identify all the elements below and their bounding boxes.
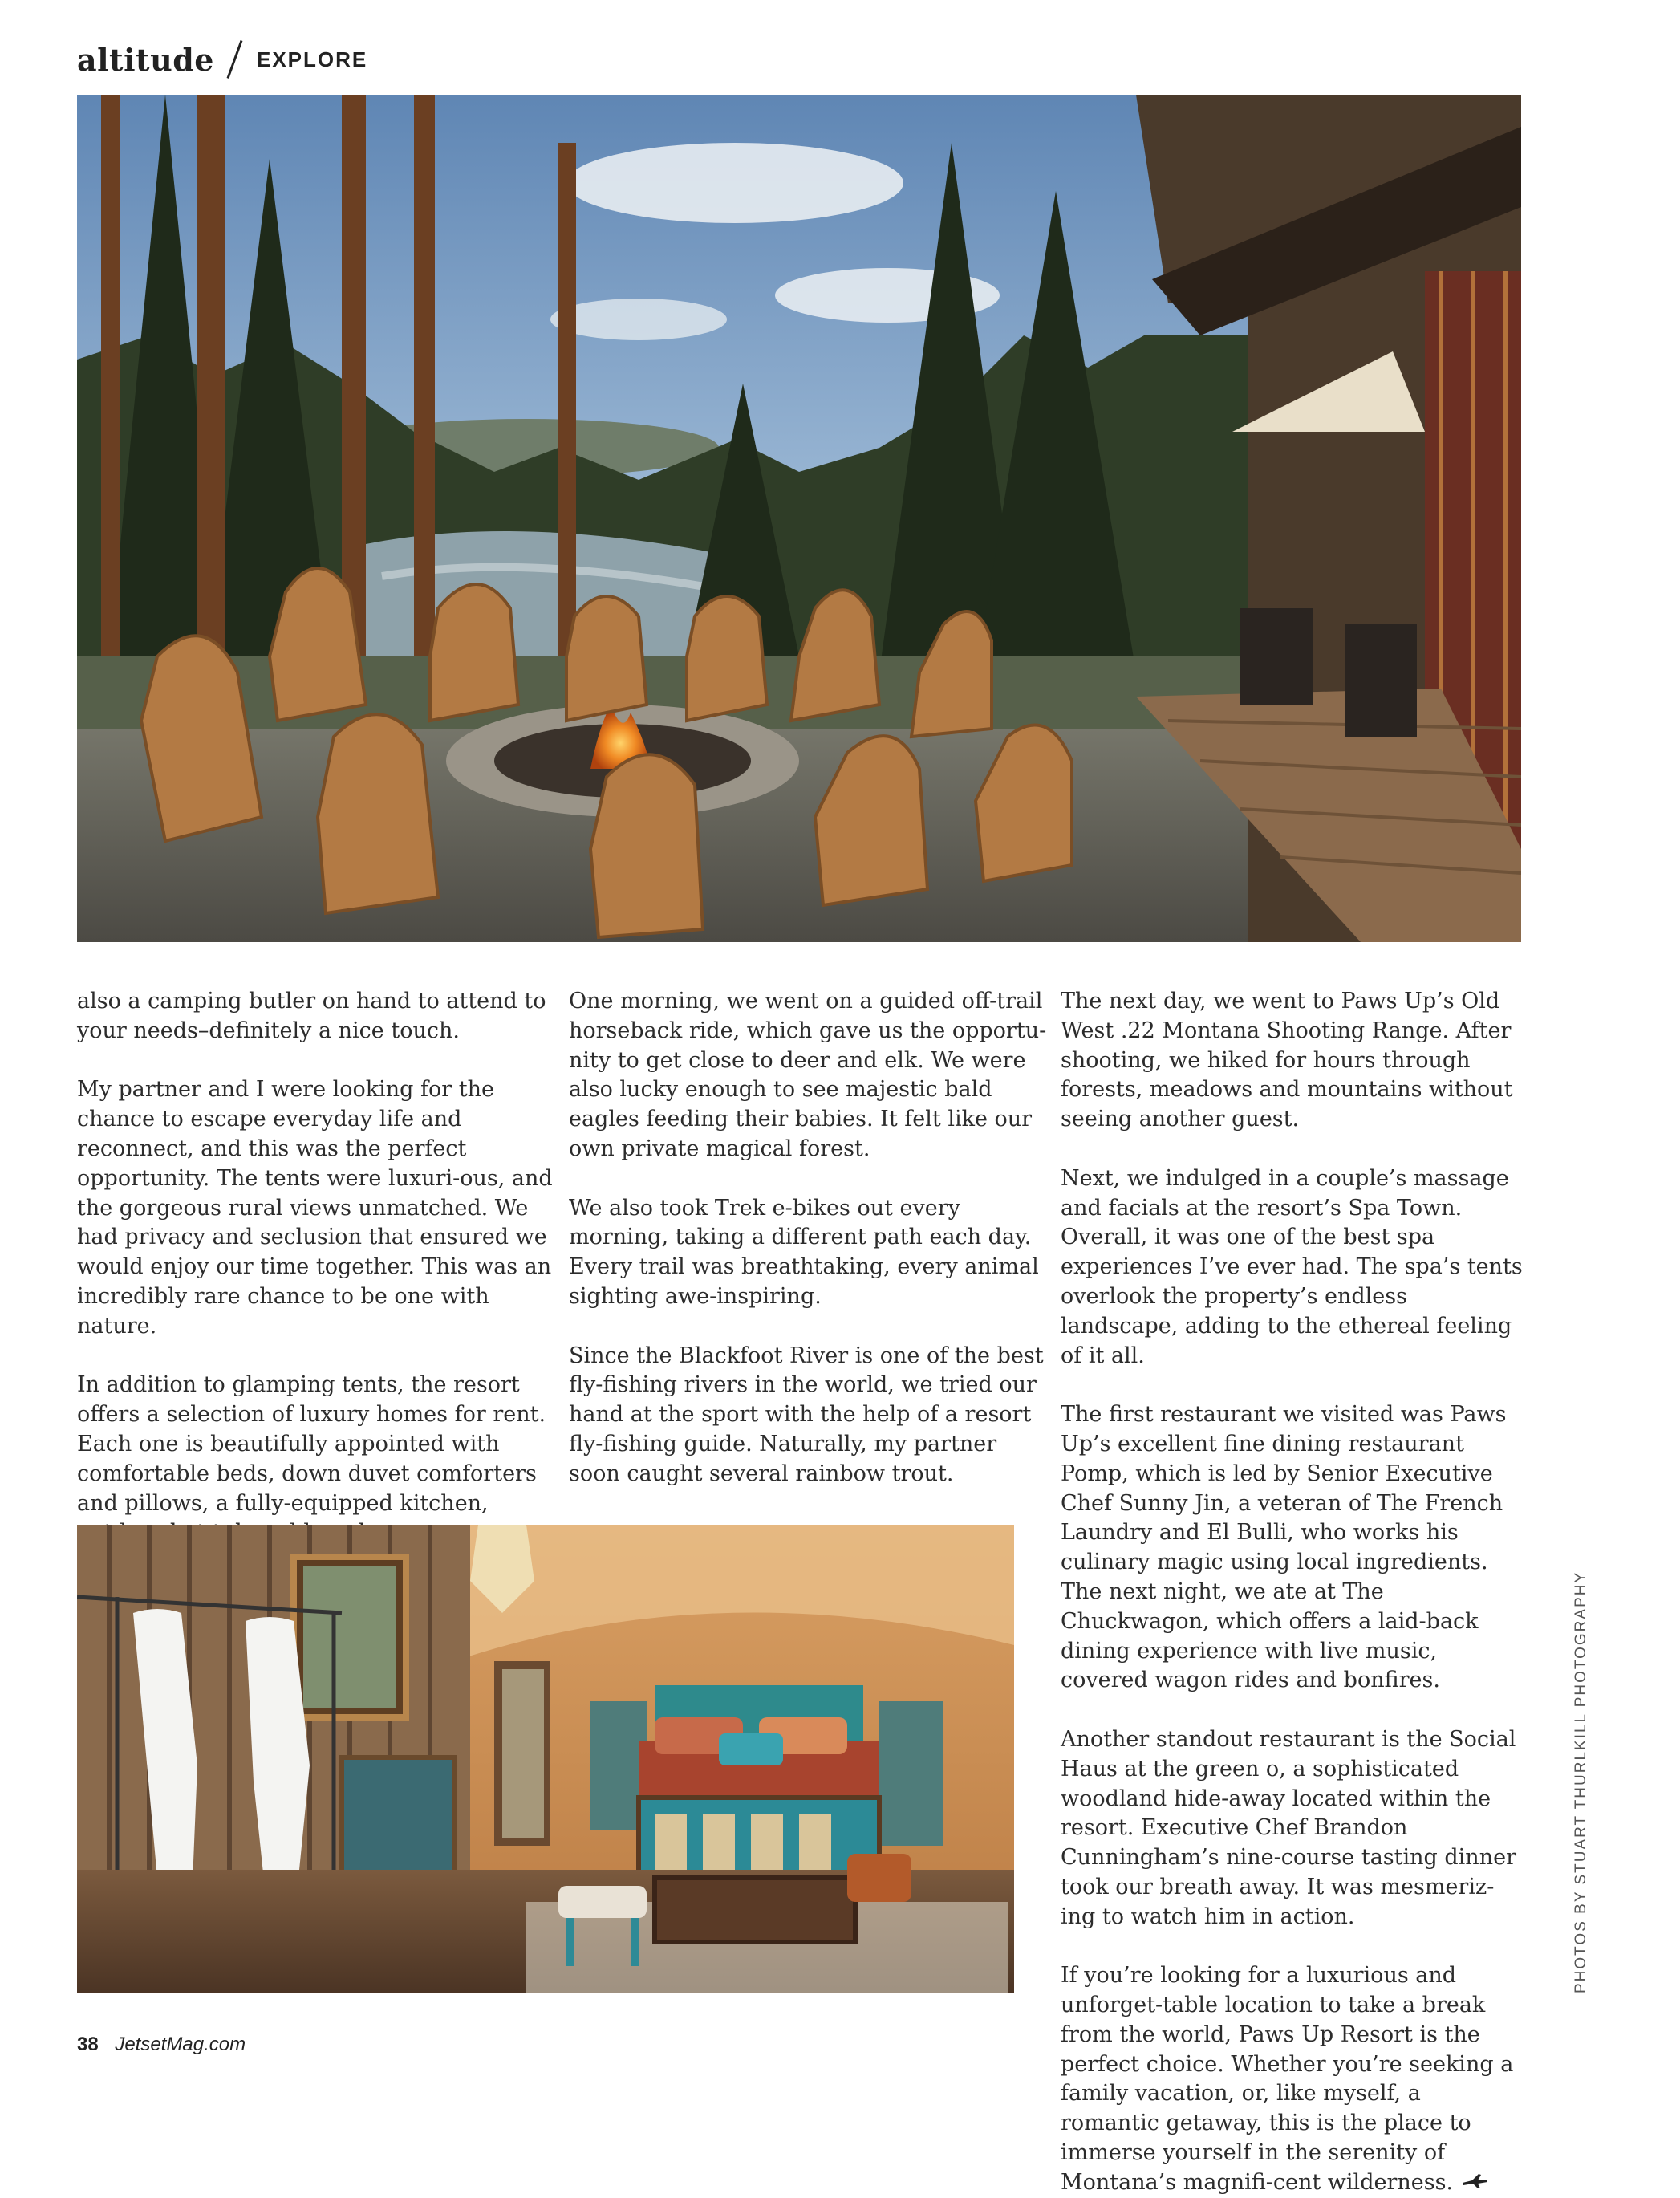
paragraph-text: If you’re looking for a luxurious and unforget-table location to take a break from the world, Paws Up Resort is the perfect choice. Whether you’re seeking a family vacation, or, like myself, a romantic getaway, this is the place to immerse yourself in the serenity of Montana’s magnifi-cent wilderness.	[1061, 1963, 1514, 2195]
paragraph: Another standout restaurant is the Social Haus at the green o, a sophisticated woodland hide-away located within the resort. Executive Chef Brandon Cunningham’s nine-course tasting dinner took our breath away. It was mesmeriz-ing to watch him in action.	[1061, 1726, 1516, 1929]
text-column-2	[569, 987, 1050, 1489]
paragraph: Next, we indulged in a couple’s massage and facials at the resort’s Spa Town. Overall, it was one of the best spa experiences I’ve ever had. The spa’s tents overlook the property’s endless landscape, adding to the ethereal feeling of it all.	[1061, 1165, 1523, 1368]
paragraph: My partner and I were looking for the chance to escape everyday life and reconnect, and this was the perfect opportunity. The tents were luxuri-ous, and the gorgeous rural views unmatched. We had privacy and seclusion that ensured we would enjoy our time together. This was an incredibly rare chance to be one with nature.	[77, 1077, 553, 1339]
paragraph: The next day, we went to Paws Up’s Old West .22 Montana Shooting Range. After shooting, we hiked for hours through forests, meadows and mountains without seeing another guest.	[1061, 989, 1513, 1132]
paragraph: Since the Blackfoot River is one of the best fly-fishing rivers in the world, we tried our hand at the sport with the help of a resort fly-fishing guide. Naturally, my partner soon caught several rainbow trout.	[569, 1343, 1044, 1486]
plane-end-mark-icon	[1461, 2168, 1488, 2198]
brand-logo: altitude	[77, 41, 214, 78]
site-name: JetsetMag.com	[115, 2033, 246, 2055]
paragraph: The first restaurant we visited was Paws Up’s excellent fine dining restaurant Pomp, which is led by Senior Executive Chef Sunny Jin, a veteran of The French Laundry and El Bulli, who works his culinary magic using local ingredients. The next night, we ate at The Chuckwagon, which offers a laid-back dining experience with live music, covered wagon rides and bonfires.	[1061, 1402, 1507, 1693]
page-footer	[77, 2033, 246, 2056]
page-header	[77, 34, 367, 85]
text-column-1	[77, 987, 558, 1548]
paragraph: One morning, we went on a guided off-trail horseback ride, which gave us the opportu-nity to get close to deer and elk. We were also lucky enough to see majestic bald eagles feeding their babies. It felt like our own private magical forest.	[569, 989, 1047, 1161]
text-column-3	[1061, 987, 1526, 2198]
fire-pit-photo	[77, 95, 1521, 942]
section-label: EXPLORE	[256, 47, 368, 71]
tent-interior-photo	[77, 1525, 1014, 1993]
photo-credit: PHOTOS BY STUART THURLKILL PHOTOGRAPHY	[1572, 1570, 1589, 1993]
paragraph: also a camping butler on hand to attend to your needs–definitely a nice touch.	[77, 989, 546, 1043]
paragraph: In addition to glamping tents, the resort offers a selection of luxury homes for rent. Each one is beautifully appointed with comfortable beds, down duvet comforters and pillows, a fully-equipped kitchen,	[77, 1372, 546, 1516]
paragraph: We also took Trek e-bikes out every morning, taking a different path each day. Every trail was breathtaking, every animal sighting awe-inspiring.	[569, 1195, 1039, 1309]
page-number: 38	[77, 2033, 99, 2055]
slash-divider-icon	[227, 40, 243, 79]
last-paragraph	[1061, 1961, 1526, 2197]
